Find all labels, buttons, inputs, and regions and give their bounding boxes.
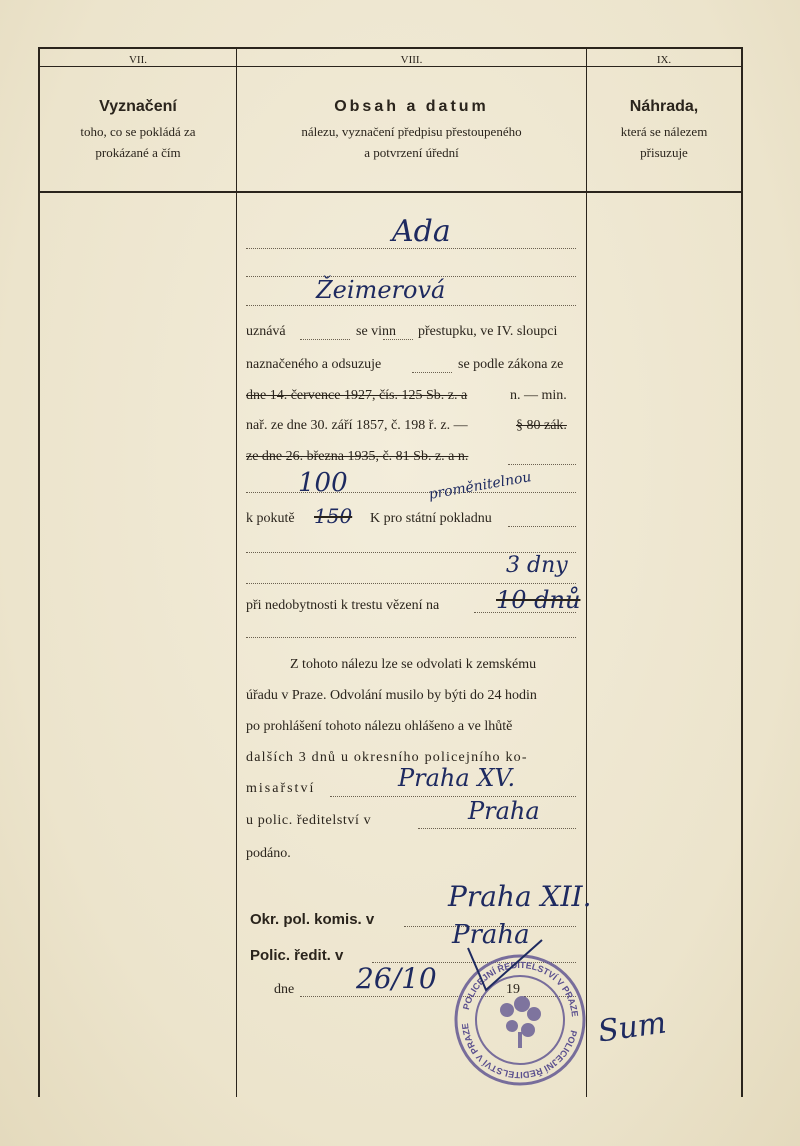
appeal-line-1: Z tohoto nálezu lze se odvolati k zemskému [290, 657, 537, 672]
text-nedobytnost: při nedobytnosti k trestu vězení na [246, 598, 440, 613]
numeral-vii: VII. [128, 54, 148, 66]
text-prestupku: přestupku, ve IV. sloupci [418, 324, 558, 339]
left-column-title: Vyznačení [99, 98, 177, 115]
text-polic-redit: Polic. ředit. v [250, 947, 344, 964]
text-naznaceneho: naznačeného a odsuzuje [246, 357, 382, 372]
handwritten-convertible: proměnitelnou [427, 469, 533, 503]
numeral-rule [38, 66, 742, 67]
name-line-3 [246, 305, 576, 306]
col-divider-1 [236, 47, 237, 1097]
prison-lower-line [246, 637, 576, 638]
numeral-ix: IX. [656, 54, 672, 66]
handwritten-fine-amount: 100 [298, 468, 348, 498]
handwritten-days: 3 dny [506, 553, 568, 578]
handwritten-okr-place: Praha XII. [448, 880, 592, 913]
handwritten-polic-place: Praha [452, 920, 530, 950]
prison-fill-line [474, 612, 576, 613]
left-border [38, 47, 40, 1097]
right-column-sub1: která se nálezem [620, 124, 708, 139]
numeral-viii: VIII. [400, 54, 423, 66]
right-border [741, 47, 743, 1097]
right-column-title: Náhrada, [629, 98, 699, 115]
middle-column-title: Obsah a datum [334, 98, 489, 115]
appeal-line-5: misařství [246, 781, 316, 796]
text-okr-pol-komis: Okr. pol. komis. v [250, 911, 375, 928]
top-border [38, 47, 742, 49]
handwritten-signature: Sum [595, 1005, 669, 1050]
appeal-line-3: po prohlášení tohoto nálezu ohlášeno a ve lhůtě [246, 719, 513, 734]
left-column-sub1: toho, co se pokládá za [80, 124, 196, 139]
stamp-emblem-icon [500, 996, 541, 1048]
appeal-line-4: dalších 3 dnů u okresního policejního ko- [246, 750, 528, 765]
text-dne: dne [274, 982, 295, 997]
fine-upper-line [246, 492, 576, 493]
col-divider-2 [586, 47, 587, 1097]
text-se-vinn: se vinn [356, 324, 397, 339]
left-column-sub2: prokázané a čím [95, 145, 181, 160]
fill-line-law [508, 464, 576, 465]
appeal-line-2: úřadu v Praze. Odvolání musilo by býti do 24 hodin [246, 688, 537, 703]
text-year: 19 [506, 982, 520, 997]
text-struck-80: § 80 zák. [516, 418, 567, 433]
text-struck-law-1927: dne 14. července 1927, čís. 125 Sb. z. a [246, 388, 468, 403]
text-nar-1857: nař. ze dne 30. září 1857, č. 198 ř. z. — [246, 418, 468, 433]
check-mark-icon [466, 938, 546, 998]
middle-column-sub1: nálezu, vyznačení předpisu přestoupeného [301, 124, 522, 139]
fill-line-uznava [300, 339, 350, 340]
text-k-pokute: k pokutě [246, 511, 295, 526]
handwritten-office-2: Praha [468, 797, 540, 825]
text-struck-law-1935: ze dne 26. března 1935, č. 81 Sb. z. a n. [246, 449, 469, 464]
text-pro-statni: K pro státní pokladnu [370, 511, 492, 526]
handwritten-fine-struck: 150 [314, 504, 353, 528]
appeal-line-6: u polic. ředitelství v [246, 813, 372, 828]
handwritten-first-name: Ada [392, 214, 451, 249]
handwritten-office-1: Praha XV. [398, 764, 516, 792]
text-se-podle: se podle zákona ze [458, 357, 564, 372]
stamp-text-bottom: POLICEJNÍ ŘEDITELSTVÍ V PRAZE [460, 1022, 579, 1081]
reditelstvi-fill-line [418, 828, 576, 829]
handwritten-date: 26/10 [356, 962, 437, 995]
fill-line-pokladnu [508, 526, 576, 527]
right-column-sub2: přisuzuje [640, 145, 688, 160]
middle-column-sub2: a potvrzení úřední [364, 145, 459, 160]
prison-upper-line [246, 583, 576, 584]
fill-line-odsuzuje [412, 372, 452, 373]
header-rule [38, 191, 742, 193]
handwritten-days-struck: 10 dnů [496, 586, 581, 614]
fill-line-vinn [383, 339, 413, 340]
stamp-text-top: POLICEJNÍ ŘEDITELSTVÍ V PRAZE [461, 959, 580, 1018]
text-uznava: uznává [246, 324, 286, 339]
appeal-line-7: podáno. [246, 846, 291, 861]
handwritten-surname: Žeimerová [316, 276, 446, 304]
text-min: n. — min. [510, 388, 567, 403]
